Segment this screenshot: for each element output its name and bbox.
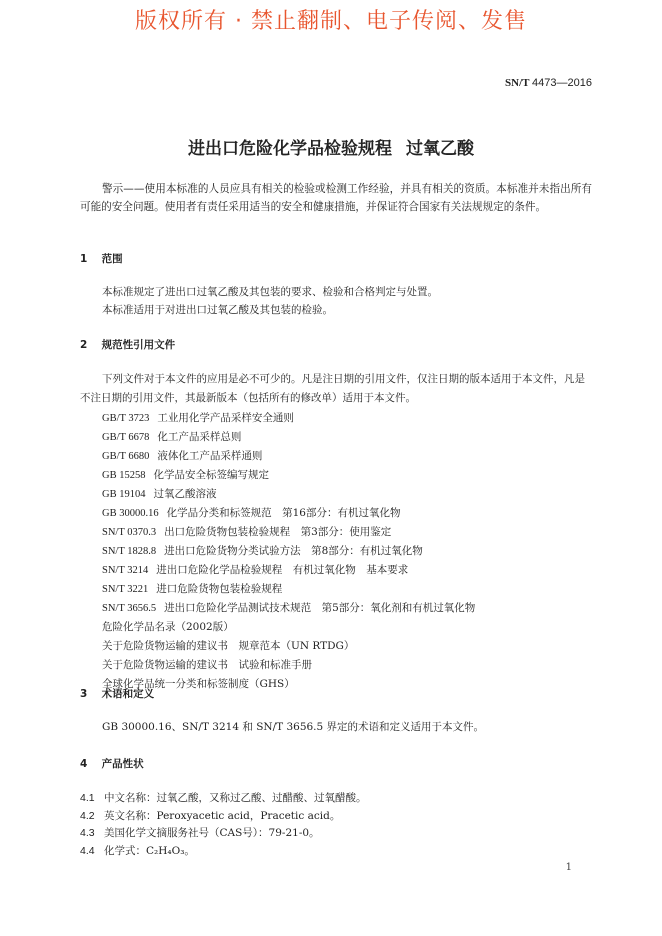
title-sub: 过氧乙酸: [406, 139, 474, 159]
section-2-intro: 下列文件对于本文件的应用是必不可少的。凡是注日期的引用文件，仅注日期的版本适用于本文件，凡是不注日期的引用文件，其最新版本（包括所有的修改单）适用于本文件。: [80, 373, 585, 404]
section-number: 1: [80, 253, 88, 265]
item-number: 4.1: [80, 792, 95, 804]
reference-code: SN/T 3214: [102, 565, 149, 576]
reference-title: 关于危险货物运输的建议书 规章范本（UN RTDG）: [102, 640, 355, 652]
reference-code: SN/T 3221: [102, 584, 149, 595]
reference-title: 化学品安全标签编写规定: [153, 469, 269, 481]
reference-code: GB/T 6678: [102, 432, 150, 443]
reference-item: [102, 638, 354, 653]
item-text: 美国化学文摘服务社号（CAS号）：79-21-0。: [104, 827, 320, 839]
reference-item: [102, 524, 391, 539]
reference-title: 出口危险货物包装检验规程 第3部分：使用鉴定: [164, 526, 392, 538]
section-number: 2: [80, 339, 88, 351]
page-number: 1: [565, 862, 572, 873]
item-text: 英文名称：Peroxyacetic acid，Pracetic acid。: [104, 809, 341, 822]
item-text: 化学式：C₂H₄O₃。: [104, 844, 195, 857]
reference-title: 进出口危险货物分类试验方法 第8部分：有机过氧化物: [164, 545, 423, 557]
reference-item: [102, 543, 423, 558]
section-2-heading: [80, 337, 175, 352]
section-title: 范围: [101, 253, 123, 265]
reference-title: 危险化学品名录（2002版）: [102, 621, 234, 633]
section-title: 产品性状: [101, 758, 144, 770]
reference-item: [102, 486, 216, 501]
reference-code: SN/T 3656.5: [102, 603, 157, 614]
reference-item: [102, 581, 282, 596]
property-item: [80, 825, 320, 840]
section-title: 规范性引用文件: [101, 339, 176, 351]
reference-title: 化学品分类和标签规范 第16部分：有机过氧化物: [166, 507, 401, 519]
item-number: 4.3: [80, 827, 95, 839]
reference-item: [102, 467, 269, 482]
section-number: 3: [80, 688, 88, 700]
reference-title: 全球化学品统一分类和标签制度（GHS）: [102, 678, 295, 690]
reference-item: [102, 619, 234, 634]
reference-title: 进出口危险化学品测试技术规范 第5部分：氧化剂和有机过氧化物: [164, 602, 476, 614]
reference-title: 液体化工产品采样通则: [157, 450, 263, 462]
standard-number: [505, 77, 592, 89]
copyright-banner: 版权所有 · 禁止翻制、电子传阅、发售: [135, 9, 527, 34]
section-1-para-2: 本标准适用于对进出口过氧乙酸及其包装的检验。: [102, 304, 333, 316]
item-number: 4.2: [80, 809, 95, 822]
property-item: [80, 808, 340, 823]
reference-item: [102, 410, 294, 425]
reference-item: [102, 600, 475, 615]
reference-title: 进出口危险化学品检验规程 有机过氧化物 基本要求: [156, 564, 409, 576]
standard-year: 4473—2016: [532, 77, 592, 89]
warning-paragraph: 警示——使用本标准的人员应具有相关的检验或检测工作经验，并具有相关的资质。本标准并未指出所有可能的安全问题。使用者有责任采用适当的安全和健康措施，并保证符合国家有关法规规定的条件。: [80, 183, 592, 213]
reference-code: SN/T 1828.8: [102, 546, 157, 557]
reference-title: 进口危险货物包装检验规程: [156, 583, 283, 595]
reference-item: [102, 505, 400, 520]
section-number: 4: [80, 758, 88, 770]
reference-item: [102, 448, 262, 463]
item-text: 中文名称：过氧乙酸，又称过乙酸、过醋酸、过氧醋酸。: [104, 792, 367, 804]
reference-item: [102, 657, 312, 672]
title-main: 进出口危险化学品检验规程: [188, 139, 392, 159]
reference-title: 过氧乙酸溶液: [153, 488, 217, 500]
reference-code: GB 19104: [102, 489, 146, 500]
section-1-para-1: 本标准规定了进出口过氧乙酸及其包装的要求、检验和合格判定与处置。: [102, 286, 438, 298]
document-title: [0, 134, 662, 159]
reference-code: GB 15258: [102, 470, 146, 481]
section-4-heading: [80, 756, 144, 771]
reference-code: SN/T 0370.3: [102, 527, 157, 538]
reference-item: [102, 562, 408, 577]
reference-code: GB 30000.16: [102, 508, 159, 519]
section-3-heading: [80, 686, 154, 701]
property-item: [80, 843, 195, 858]
property-item: [80, 790, 367, 805]
reference-code: GB/T 6680: [102, 451, 150, 462]
item-number: 4.4: [80, 844, 95, 857]
section-title: 术语和定义: [101, 688, 155, 700]
standard-prefix: SN/T: [505, 77, 530, 89]
section-3-para: GB 30000.16、SN/T 3214 和 SN/T 3656.5 界定的术语和定义适用于本文件。: [102, 721, 485, 733]
reference-item: [102, 429, 241, 444]
reference-title: 关于危险货物运输的建议书 试验和标准手册: [102, 659, 312, 671]
reference-code: GB/T 3723: [102, 413, 150, 424]
reference-title: 化工产品采样总则: [157, 431, 242, 443]
reference-title: 工业用化学产品采样安全通则: [157, 412, 294, 424]
section-1-heading: [80, 251, 123, 266]
